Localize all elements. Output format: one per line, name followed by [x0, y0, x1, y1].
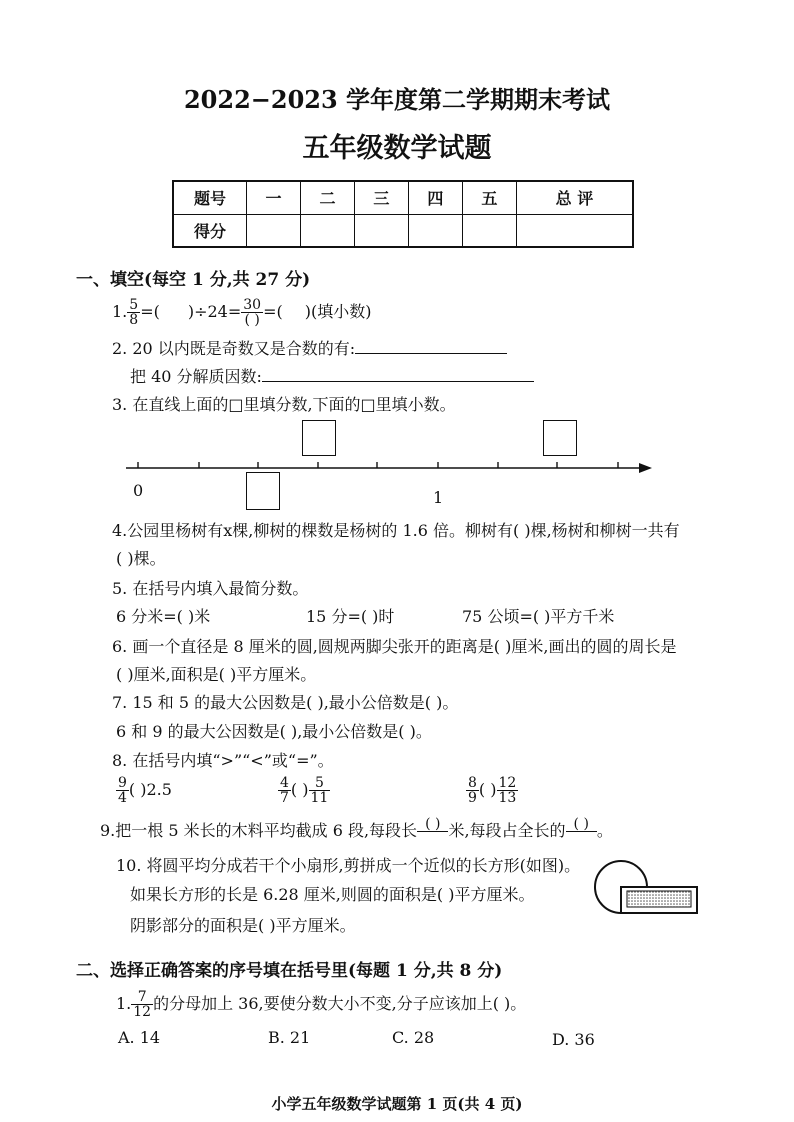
answer-line[interactable]	[262, 381, 534, 382]
question-5b: 15 分=( )时	[306, 607, 395, 626]
fraction-answer-box[interactable]	[543, 420, 577, 456]
fraction: $\frac{30}{( )}$	[243, 297, 262, 328]
question-8c: $\frac{8}{9}$ ( ) $\frac{12}{13}$	[468, 775, 517, 806]
question-3: 3. 在直线上面的□里填分数,下面的□里填小数。	[112, 395, 456, 414]
question-5a: 6 分米=( )米	[116, 607, 211, 626]
fraction-blank[interactable]: ( )	[566, 817, 597, 846]
question-4-line2: ( )棵。	[116, 549, 166, 568]
score-table-score-row	[173, 214, 633, 247]
question-1: 1. $\frac{5}{8}$ =( )÷24= $\frac{30}{( )}$ =( )(填小数)	[112, 297, 372, 328]
circle-rectangle-figure	[592, 858, 704, 918]
score-blank-cell[interactable]	[354, 214, 408, 247]
score-cell: 一	[247, 181, 301, 214]
fraction: $\frac{12}{13}$	[498, 775, 517, 806]
question-5c: 75 公顷=( )平方千米	[462, 607, 615, 626]
fraction: $\frac{4}{7}$	[280, 775, 289, 806]
question-7-line1: 7. 15 和 5 的最大公因数是( ),最小公倍数是( )。	[112, 693, 459, 712]
fraction-answer-box[interactable]	[302, 420, 336, 456]
question-8: 8. 在括号内填“>”“<”或“=”。	[112, 751, 334, 770]
fraction-blank[interactable]: ( )	[417, 817, 448, 846]
answer-line[interactable]	[355, 353, 507, 354]
score-cell: 二	[300, 181, 354, 214]
question-10-line1: 10. 将圆平均分成若干个小扇形,剪拼成一个近似的长方形(如图)。	[116, 856, 581, 875]
exam-title: 2022−2023 学年度第二学期期末考试	[183, 85, 611, 114]
score-cell: 五	[462, 181, 516, 214]
score-cell: 总 评	[516, 181, 633, 214]
score-blank-cell[interactable]	[462, 214, 516, 247]
fraction: $\frac{9}{4}$	[118, 775, 127, 806]
question-10-line2: 如果长方形的长是 6.28 厘米,则圆的面积是( )平方厘米。	[130, 885, 535, 904]
option-d[interactable]: D. 36	[552, 1030, 595, 1049]
section1-heading: 一、填空(每空 1 分,共 27 分)	[76, 270, 311, 290]
score-table-header-row	[173, 181, 633, 214]
option-a[interactable]: A. 14	[118, 1028, 161, 1047]
number-line-ticks	[138, 462, 618, 468]
score-blank-cell[interactable]	[408, 214, 462, 247]
question-6-line2: ( )厘米,面积是( )平方厘米。	[116, 665, 317, 684]
question-10-line3: 阴影部分的面积是( )平方厘米。	[130, 916, 356, 935]
question-2-line1: 2. 20 以内既是奇数又是合数的有:	[112, 336, 507, 359]
number-line-label-1: 1	[433, 488, 444, 507]
section2-heading: 二、选择正确答案的序号填在括号里(每题 1 分,共 8 分)	[76, 961, 503, 981]
score-cell: 四	[408, 181, 462, 214]
score-table	[172, 180, 634, 248]
score-blank-cell[interactable]	[300, 214, 354, 247]
fraction: $\frac{5}{11}$	[310, 775, 329, 806]
question-9: 9.把一根 5 米长的木料平均截成 6 段,每段长 ( ) 米,每段占全长的 ( ) 。	[100, 817, 613, 846]
arrow-head-icon	[639, 463, 652, 473]
number-line	[120, 455, 660, 485]
question-6-line1: 6. 画一个直径是 8 厘米的圆,圆规两脚尖张开的距离是( )厘米,画出的圆的周长是	[112, 637, 677, 656]
question-7-line2: 6 和 9 的最大公因数是( ),最小公倍数是( )。	[116, 722, 432, 741]
fraction: $\frac{8}{9}$	[468, 775, 477, 806]
question-4-line1: 4.公园里杨树有x棵,柳树的棵数是杨树的 1.6 倍。柳树有( )棵,杨树和柳树一共有	[112, 521, 680, 540]
decimal-answer-box[interactable]	[246, 472, 280, 510]
score-blank-cell[interactable]	[247, 214, 301, 247]
question-2-line2: 把 40 分解质因数:	[130, 364, 534, 387]
option-c[interactable]: C. 28	[392, 1028, 435, 1047]
fraction: $\frac{5}{8}$	[129, 297, 139, 328]
fraction: $\frac{7}{12}$	[133, 989, 152, 1020]
number-line-label-0: 0	[133, 481, 144, 500]
exam-subtitle: 五年级数学试题	[302, 133, 492, 164]
section2-question-1: 1. $\frac{7}{12}$ 的分母加上 36,要使分数大小不变,分子应该加上( )。	[116, 989, 527, 1020]
question-5: 5. 在括号内填入最简分数。	[112, 579, 309, 598]
page-footer: 小学五年级数学试题第 1 页(共 4 页)	[271, 1095, 523, 1113]
question-8a: $\frac{9}{4}$ ( )2.5	[118, 775, 172, 806]
option-b[interactable]: B. 21	[268, 1028, 311, 1047]
score-cell: 题号	[173, 181, 247, 214]
score-row-label: 得分	[173, 214, 247, 247]
score-cell: 三	[354, 181, 408, 214]
question-8b: $\frac{4}{7}$ ( ) $\frac{5}{11}$	[280, 775, 329, 806]
score-blank-cell[interactable]	[516, 214, 633, 247]
shaded-region	[627, 891, 691, 907]
